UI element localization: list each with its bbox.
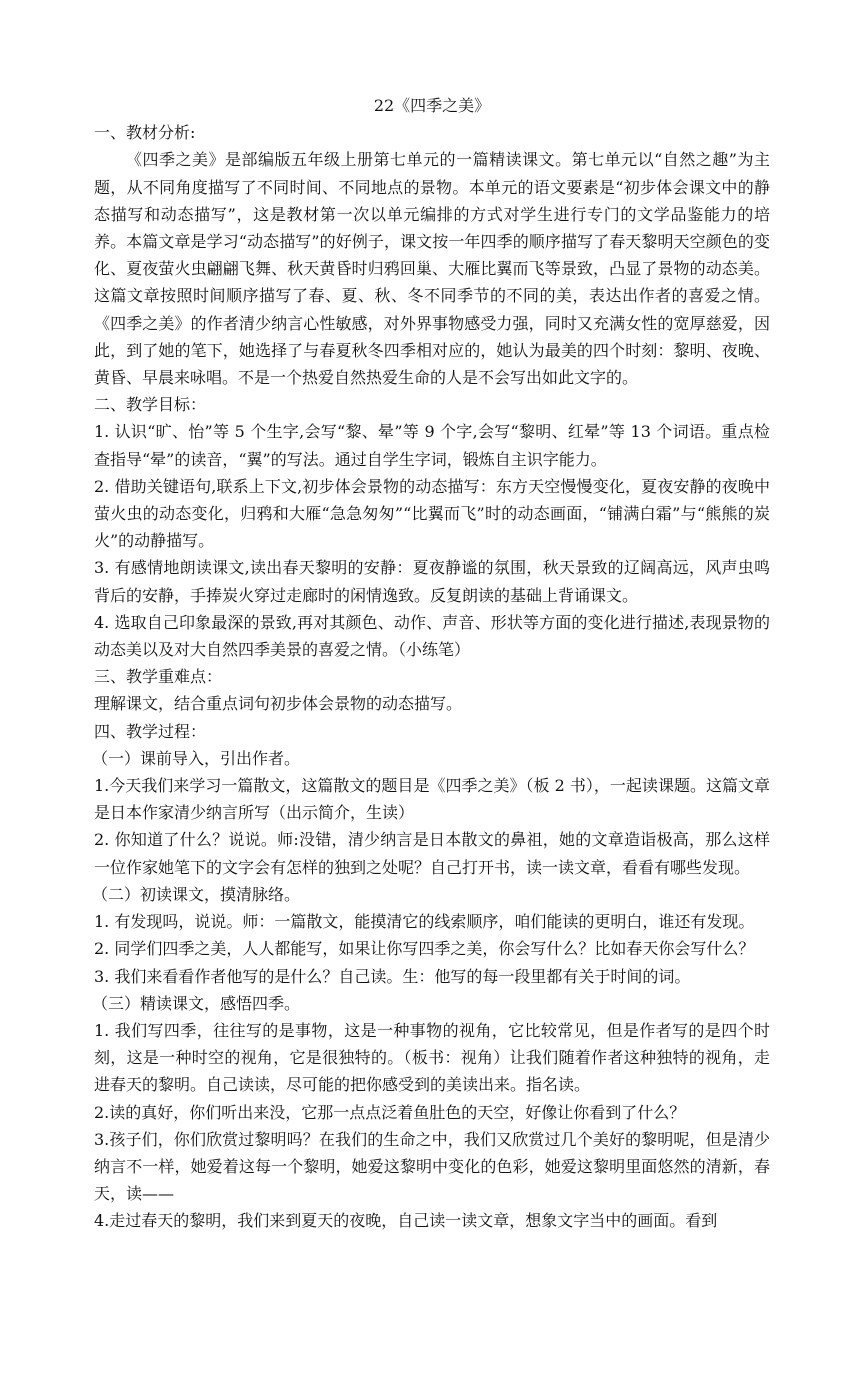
close-reading-item-1: 1. 我们写四季，往往写的是事物，这是一种事物的视角，它比较常见，但是作者写的是四个时刻，这是一种时空的视角，它是很独特的。（板书：视角）让我们随着作者这种独特的视角，走进春天的黎明。自己读读，尽可能的把你感受到的美读出来。指名读。 <box>94 1020 770 1095</box>
intro-item-1: 1.今天我们来学习一篇散文，这篇散文的题目是《四季之美》（板 2 书），一起读课题。这篇文章是日本作家清少纳言所写（出示简介，生读） <box>94 776 770 823</box>
section-heading-goals: 二、教学目标： <box>94 395 207 415</box>
close-reading-item-4: 4.走过春天的黎明，我们来到夏天的夜晚，自己读一读文章，想象文字当中的画面。看到 <box>94 1211 718 1231</box>
document-title: 22《四季之美》 <box>373 96 491 115</box>
subsection-heading-intro: （一）课前导入，引出作者。 <box>92 748 301 768</box>
goal-item-1: 1. 认识“旷、怡”等 5 个生字,会写“黎、晕”等 9 个字,会写“黎明、红晕”等 13 个词语。重点检查指导“晕”的读音，“翼”的写法。通过自学生字词，锻炼自主识字能力。 <box>94 422 770 469</box>
section-heading-analysis: 一、教材分析: <box>94 123 196 143</box>
goal-item-2: 2. 借助关键语句,联系上下文,初步体会景物的动态描写：东方天空慢慢变化，夏夜安静的夜晚中萤火虫的动态变化，归鸦和大雁“急急匆匆”“比翼而飞”时的动态画面，“铺满白霜”与“熊熊的炭火”的动静描写。 <box>94 476 770 551</box>
intro-item-2: 2. 你知道了什么？说说。师:没错，清少纳言是日本散文的鼻祖，她的文章造诣极高，那么这样一位作家她笔下的文字会有怎样的独到之处呢？自己打开书，读一读文章，看看有哪些发现。 <box>94 830 770 877</box>
document-page <box>94 92 770 1235</box>
subsection-heading-first-reading: （二）初读课文，摸清脉络。 <box>92 884 301 904</box>
first-reading-item-3: 3. 我们来看看作者他写的是什么？自己读。生：他写的每一段里都有关于时间的词。 <box>94 966 691 986</box>
analysis-paragraph: 《四季之美》是部编版五年级上册第七单元的一篇精读课文。第七单元以“自然之趣”为主题，从不同角度描写了不同时间、不同地点的景物。本单元的语文要素是“初步体会课文中的静态描写和动态描写”，这是教材第一次以单元编排的方式对学生进行专门的文学品鉴能力的培养。本篇文章是学习“动态描写”的好例子，课文按一年四季的顺序描写了春天黎明天空颜色的变化、夏夜萤火虫翩翩飞舞、秋天黄昏时归鸦回巢、大雁比翼而飞等景致，凸显了景物的动态美。这篇文章按照时间顺序描写了春、夏、秋、冬不同季节的不同的美，表达出作者的喜爱之情。《四季之美》的作者清少纳言心性敏感，对外界事物感受力强，同时又充满女性的宽厚慈爱，因此，到了她的笔下，她选择了与春夏秋冬四季相对应的，她认为最美的四个时刻：黎明、夜晚、黄昏、早晨来咏唱。不是一个热爱自然热爱生命的人是不会写出如此文字的。 <box>94 150 770 388</box>
goal-item-4: 4. 选取自己印象最深的景致,再对其颜色、动作、声音、形状等方面的变化进行描述,表现景物的动态美以及对大自然四季美景的喜爱之情。（小练笔） <box>94 612 770 660</box>
subsection-heading-close-reading: （三）精读课文，感悟四季。 <box>92 993 301 1013</box>
section-heading-process: 四、教学过程： <box>94 721 207 741</box>
first-reading-item-2: 2. 同学们四季之美，人人都能写，如果让你写四季之美，你会写什么？比如春天你会写什么？ <box>94 939 755 959</box>
goal-item-3: 3. 有感情地朗读课文,读出春天黎明的安静：夏夜静谧的氛围，秋天景致的辽阔高远，风声虫鸣背后的安静，手捧炭火穿过走廊时的闲情逸致。反复朗读的基础上背诵课文。 <box>94 558 770 605</box>
close-reading-item-2: 2.读的真好，你们听出来没，它那一点点泛着鱼肚色的天空，好像让你看到了什么？ <box>94 1102 686 1122</box>
close-reading-item-3: 3.孩子们，你们欣赏过黎明吗？在我们的生命之中，我们又欣赏过几个美好的黎明呢，但是清少纳言不一样，她爱着这每一个黎明，她爱这黎明中变化的色彩，她爱这黎明里面悠然的清新，春天，读—— <box>94 1129 770 1204</box>
section-heading-key-points: 三、教学重难点： <box>94 667 223 687</box>
key-points-paragraph: 理解课文，结合重点词句初步体会景物的动态描写。 <box>94 694 463 714</box>
first-reading-item-1: 1. 有发现吗，说说。师：一篇散文，能摸清它的线索顺序，咱们能读的更明白，谁还有发现。 <box>94 912 755 932</box>
